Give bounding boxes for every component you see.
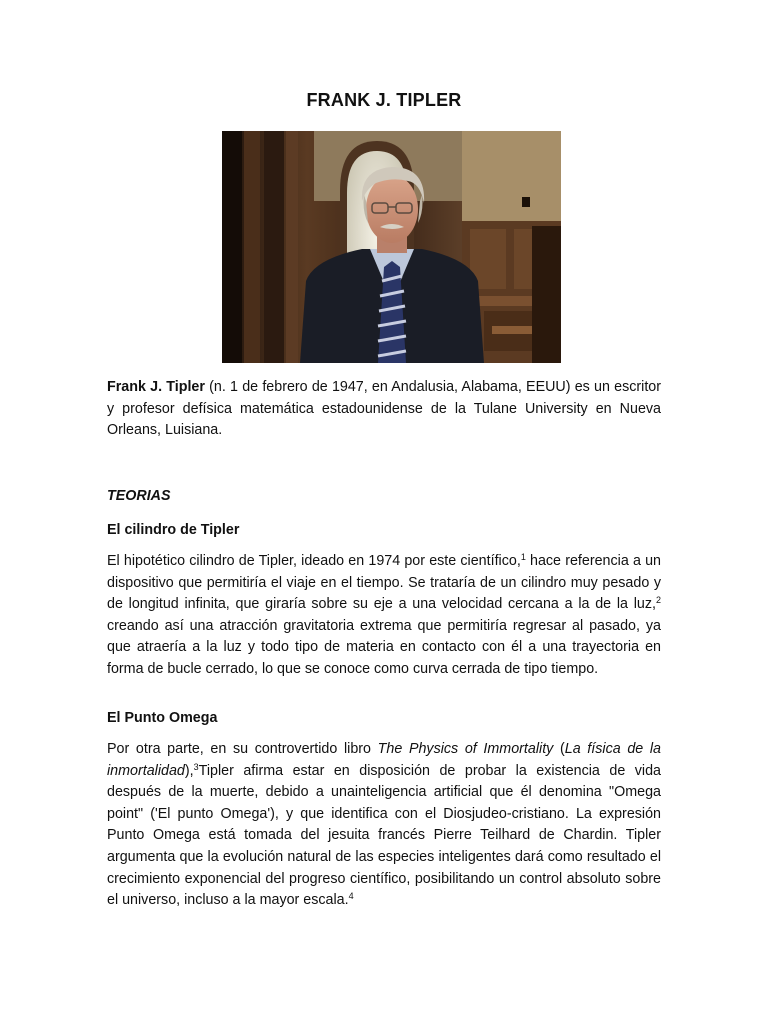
omega-text-1: Por otra parte, en su controvertido libro [107,741,378,757]
omega-text-3: ), [184,762,194,779]
subject-name: Frank J. Tipler [107,379,205,395]
cylinder-paragraph [107,551,661,681]
book-title: The Physics of Immortality [377,741,554,757]
footnote-ref-2[interactable]: 2 [655,595,661,606]
footnote-ref-3[interactable]: 3 [193,761,199,772]
page-title: FRANK J. TIPLER [306,90,462,110]
book-title-spanish: La física de la inmortalidad [107,741,662,779]
section-heading-teorias: TEORIAS [107,488,171,504]
cylinder-text-1: El hipotético cilindro de Tipler, ideado en 1974 por este científico, [107,553,521,569]
heading-omega: El Punto Omega [107,710,218,726]
cylinder-text-3: creando así una atracción gravitatoria extrema que permitiría regresar al pasado, ya que atraería a la luz y todo tipo de materia en contacto con él a una trayectoria en forma de bucle cerrado, lo que se conoce como curva cerrada de tipo tiempo. [107,617,661,677]
omega-text-2: ( [553,741,565,757]
footnote-ref-1[interactable]: 1 [520,552,526,562]
omega-text-4: Tipler afirma estar en disposición de probar la existencia de vida después de la muerte, debido a unainteligencia artificial que él denomina "Omega point" ('El punto Omega'), y que identifica con el Diosjudeo-cristiano. La expresión Punto Omega está tomada del jesuita francés Pierre Teilhard de Chardin. Tipler argumenta que la evolución natural de las especies inteligentes dará como resultado el crecimiento exponencial del progreso científico, posibilitando un control absoluto sobre el universo, incluso a la mayor escala. [107,762,661,909]
portrait-photo [222,131,561,363]
heading-cylinder: El cilindro de Tipler [107,522,240,538]
footnote-ref-4[interactable]: 4 [348,891,354,902]
intro-text: (n. 1 de febrero de 1947, en Andalusia, Alabama, EEUU) es un escritor y profesor defísica matemática estadounidense de la Tulane University en Nueva Orleans, Luisiana. [107,379,662,439]
cylinder-text-2: hace referencia a un dispositivo que permitiría el viaje en el tiempo. Se trataría de un cilindro muy pesado y de longitud infinita, que giraría sobre su eje a una velocidad cercana a la de la luz, [107,553,661,613]
intro-paragraph [107,377,661,442]
omega-paragraph [107,739,661,912]
portrait-photo-graphic [222,131,561,363]
